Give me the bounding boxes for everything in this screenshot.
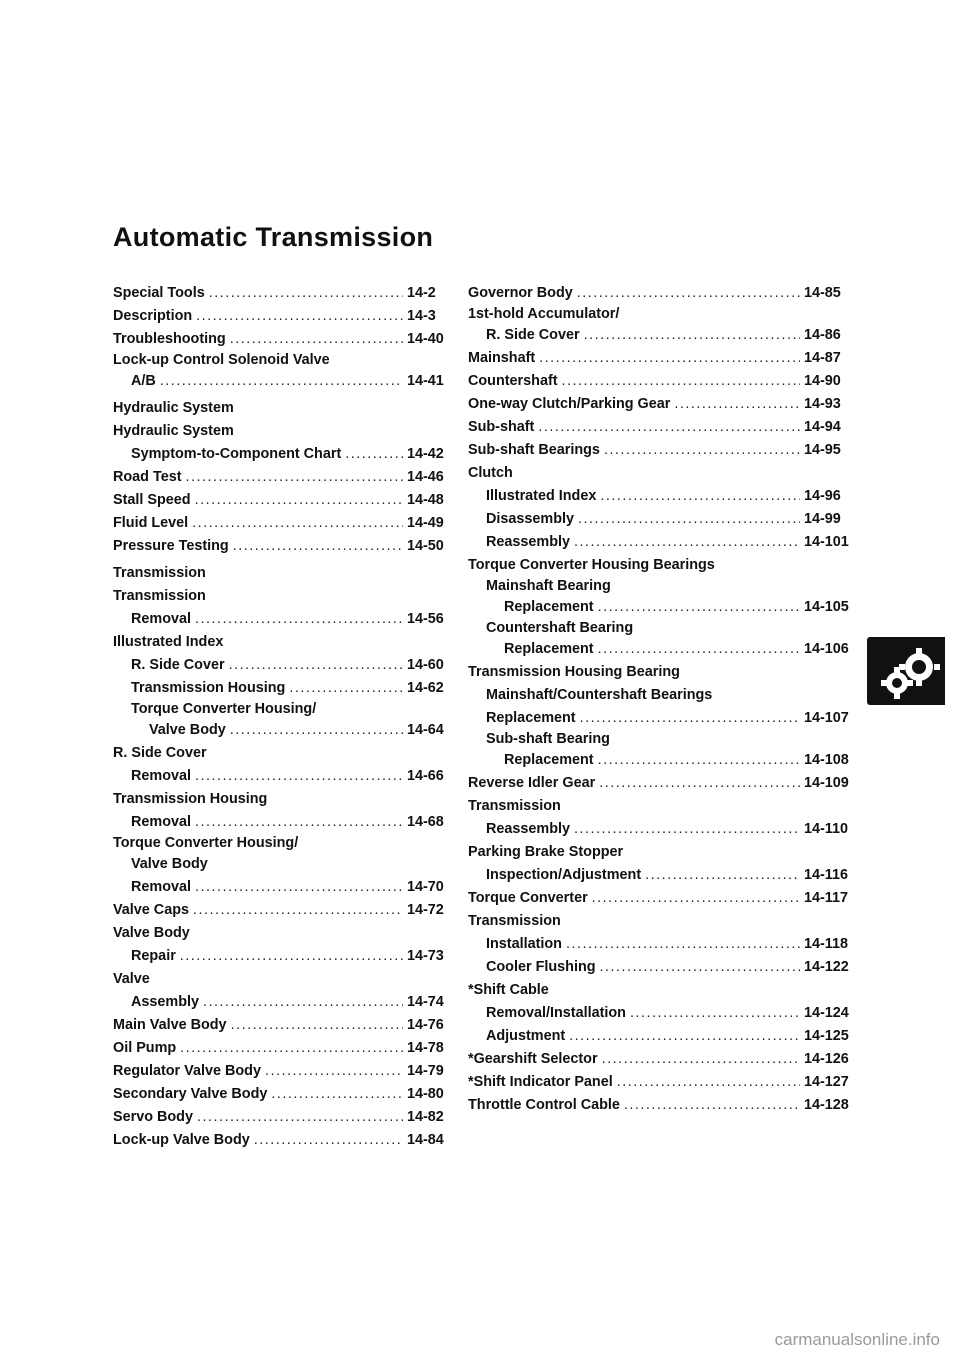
toc-entry-label: Countershaft [468, 373, 558, 389]
dot-leader [602, 1048, 800, 1071]
toc-entry [113, 899, 457, 922]
toc-entry [113, 654, 457, 677]
toc-page-number: 14-117 [804, 890, 849, 906]
toc-entry [468, 554, 854, 577]
dot-leader [617, 1071, 800, 1094]
toc-entry-label: Transmission [113, 565, 206, 581]
toc-page-number: 14-110 [804, 821, 849, 837]
toc-entry-label: Reverse Idler Gear [468, 775, 596, 791]
toc-page-number: 14-109 [804, 775, 849, 791]
toc-entry [468, 841, 854, 864]
toc-entry-label: Torque Converter Housing Bearings [468, 557, 715, 573]
dot-leader [578, 508, 800, 531]
toc-entry [468, 416, 854, 439]
toc-entry [468, 508, 854, 531]
toc-entry-label: Fluid Level [113, 515, 189, 531]
toc-entry [113, 811, 457, 834]
toc-entry-label: Removal/Installation [486, 1005, 626, 1021]
dot-leader [230, 328, 403, 351]
toc-entry [113, 834, 457, 876]
page-title: Automatic Transmission [113, 222, 434, 252]
toc-page-number: 14-116 [804, 867, 849, 883]
dot-leader [180, 945, 403, 968]
toc-page-number: 14-96 [804, 488, 841, 504]
toc-entry-label: Troubleshooting [113, 331, 226, 347]
dot-leader [265, 1060, 403, 1083]
toc-entry-label: Disassembly [486, 511, 574, 527]
toc-entry [468, 577, 854, 619]
toc-entry-label: Illustrated Index [113, 634, 224, 650]
dot-leader [209, 282, 403, 305]
footer-watermark: carmanualsonline.info [774, 1330, 940, 1349]
toc-entry [468, 795, 854, 818]
toc-entry [468, 1094, 854, 1117]
toc-page-number: 14-40 [407, 331, 444, 347]
dot-leader [562, 370, 800, 393]
toc-entry [113, 700, 457, 742]
toc-page-number: 14-93 [804, 396, 841, 412]
toc-entry [113, 512, 457, 535]
toc-page-number: 14-49 [407, 515, 444, 531]
toc-entry-label: Description [113, 308, 193, 324]
toc-page-number: 14-56 [407, 611, 444, 627]
toc-entry-label: Transmission Housing Bearing [468, 664, 680, 680]
toc-entry [468, 439, 854, 462]
toc-entry-label: Mainshaft Bearing [486, 578, 611, 594]
dot-leader [598, 638, 800, 661]
toc-entry-label: Repair [131, 948, 176, 964]
toc-entry [113, 397, 457, 420]
toc-page-number: 14-74 [407, 994, 444, 1010]
dot-leader [598, 749, 800, 772]
toc-entry [468, 910, 854, 933]
toc-entry-label: Valve Body [113, 925, 190, 941]
toc-page-number: 14-118 [804, 936, 849, 952]
toc-entry-label: Inspection/Adjustment [486, 867, 642, 883]
toc-page-number: 14-126 [804, 1051, 849, 1067]
dot-leader [630, 1002, 800, 1025]
toc-entry [113, 466, 457, 489]
toc-page-number: 14-106 [804, 641, 849, 657]
toc-entry [468, 1071, 854, 1094]
toc-page-number: 14-79 [407, 1063, 444, 1079]
toc-entry-label: Illustrated Index [486, 488, 597, 504]
toc-entry-label-cont: A/B [131, 373, 156, 389]
toc-entry [113, 608, 457, 631]
toc-page-number: 14-73 [407, 948, 444, 964]
toc-entry-label: Clutch [468, 465, 513, 481]
dot-leader [574, 818, 800, 841]
toc-page-number: 14-95 [804, 442, 841, 458]
toc-entry [113, 282, 457, 305]
toc-entry-label: Regulator Valve Body [113, 1063, 261, 1079]
toc-entry [468, 282, 854, 305]
toc-entry-label: Hydraulic System [113, 423, 234, 439]
dot-leader [196, 305, 403, 328]
toc-entry [113, 1083, 457, 1106]
toc-entry [468, 864, 854, 887]
toc-page-number: 14-87 [804, 350, 841, 366]
toc-page-number: 14-48 [407, 492, 444, 508]
toc-entry-label: Valve [113, 971, 150, 987]
dot-leader [674, 393, 800, 416]
toc-entry-label: Throttle Control Cable [468, 1097, 620, 1113]
toc-entry [113, 562, 457, 585]
toc-entry-label: Torque Converter Housing/ [113, 835, 299, 851]
dot-leader [577, 282, 800, 305]
toc-entry-label: R. Side Cover [113, 745, 207, 761]
dot-leader [233, 535, 403, 558]
toc-entry [113, 1014, 457, 1037]
gear-icon [867, 637, 945, 705]
toc-page-number: 14-85 [804, 285, 841, 301]
toc-entry-label: *Gearshift Selector [468, 1051, 598, 1067]
toc-entry-label: Removal [131, 611, 191, 627]
toc-page-number: 14-41 [407, 373, 444, 389]
toc-page-number: 14-122 [804, 959, 849, 975]
toc-page-number: 14-46 [407, 469, 444, 485]
toc-entry [468, 370, 854, 393]
toc-entry [468, 707, 854, 730]
toc-entry [113, 489, 457, 512]
dot-leader [598, 596, 800, 619]
dot-leader [229, 654, 403, 677]
toc-page-number: 14-2 [407, 285, 436, 301]
toc-entry-label: Special Tools [113, 285, 205, 301]
dot-leader [195, 765, 403, 788]
toc-entry-label: Transmission [113, 588, 206, 604]
dot-leader [231, 1014, 403, 1037]
toc-entry [113, 765, 457, 788]
toc-page-number: 14-84 [407, 1132, 444, 1148]
toc-entry-label: Parking Brake Stopper [468, 844, 624, 860]
toc-entry-label: Removal [131, 768, 191, 784]
toc-page-number: 14-42 [407, 446, 444, 462]
toc-entry-label: Mainshaft/Countershaft Bearings [486, 687, 713, 703]
toc-page-number: 14-107 [804, 710, 849, 726]
toc-page-number: 14-50 [407, 538, 444, 554]
toc-entry-label: Removal [131, 879, 191, 895]
dot-leader [193, 899, 403, 922]
toc-entry-label: Torque Converter Housing/ [131, 701, 317, 717]
dot-leader [195, 876, 403, 899]
dot-leader [195, 489, 403, 512]
toc-entry-label: One-way Clutch/Parking Gear [468, 396, 671, 412]
toc-entry [113, 1129, 457, 1152]
dot-leader [289, 677, 403, 700]
toc-entry [468, 531, 854, 554]
dot-leader [203, 991, 403, 1014]
toc-page-number: 14-66 [407, 768, 444, 784]
toc-page-number: 14-94 [804, 419, 841, 435]
toc-entry-label: Sub-shaft Bearings [468, 442, 600, 458]
toc-entry [113, 922, 457, 945]
toc-entry-label: *Shift Indicator Panel [468, 1074, 613, 1090]
toc-entry-label: Reassembly [486, 534, 570, 550]
toc-entry [113, 443, 457, 466]
dot-leader [186, 466, 404, 489]
toc-page-number: 14-105 [804, 599, 849, 615]
dot-leader [584, 324, 800, 347]
toc-entry [468, 887, 854, 910]
dot-leader [271, 1083, 403, 1106]
toc-page-number: 14-64 [407, 722, 444, 738]
toc-page-number: 14-82 [407, 1109, 444, 1125]
toc-entry [468, 933, 854, 956]
toc-column-right [468, 282, 854, 1117]
toc-entry [113, 968, 457, 991]
toc-entry [113, 876, 457, 899]
dot-leader [539, 347, 800, 370]
toc-entry-label: Sub-shaft Bearing [486, 731, 610, 747]
dot-leader [580, 707, 800, 730]
toc-column-left [113, 282, 457, 1152]
toc-entry-label-cont: Replacement [504, 641, 594, 657]
toc-entry-label: Torque Converter [468, 890, 588, 906]
toc-entry-label: Hydraulic System [113, 400, 234, 416]
toc-page-number: 14-125 [804, 1028, 849, 1044]
toc-entry [468, 661, 854, 684]
toc-entry [468, 818, 854, 841]
dot-leader [195, 608, 403, 631]
dot-leader [645, 864, 800, 887]
toc-entry-label: Symptom-to-Component Chart [131, 446, 342, 462]
toc-entry-label: Road Test [113, 469, 182, 485]
toc-page-number: 14-86 [804, 327, 841, 343]
toc-entry [113, 1060, 457, 1083]
toc-entry-label: Cooler Flushing [486, 959, 596, 975]
toc-entry [468, 305, 854, 347]
toc-page-number: 14-99 [804, 511, 841, 527]
toc-entry-label: Stall Speed [113, 492, 191, 508]
dot-leader [197, 1106, 403, 1129]
toc-page-number: 14-124 [804, 1005, 849, 1021]
toc-entry [113, 305, 457, 328]
toc-entry [468, 1025, 854, 1048]
toc-entry [468, 684, 854, 707]
toc-entry [468, 730, 854, 772]
dot-leader [592, 887, 800, 910]
toc-entry [113, 677, 457, 700]
dot-leader [566, 933, 800, 956]
toc-entry-label-cont: R. Side Cover [486, 327, 580, 343]
toc-entry-label: Transmission Housing [113, 791, 268, 807]
toc-entry [113, 631, 457, 654]
toc-entry [468, 979, 854, 1002]
toc-entry [113, 1106, 457, 1129]
toc-entry-label: Adjustment [486, 1028, 566, 1044]
toc-entry-label: Transmission [468, 913, 561, 929]
dot-leader [192, 512, 403, 535]
toc-entry [113, 742, 457, 765]
toc-page-number: 14-70 [407, 879, 444, 895]
toc-page-number: 14-80 [407, 1086, 444, 1102]
toc-entry [468, 1048, 854, 1071]
toc-entry [113, 1037, 457, 1060]
toc-page-number: 14-60 [407, 657, 444, 673]
toc-entry-label: Servo Body [113, 1109, 193, 1125]
dot-leader [624, 1094, 800, 1117]
toc-entry-label: Governor Body [468, 285, 573, 301]
toc-entry-label: Oil Pump [113, 1040, 177, 1056]
toc-entry-label: Valve Caps [113, 902, 190, 918]
toc-entry-label-cont: Valve Body [131, 856, 208, 872]
toc-page-number: 14-62 [407, 680, 444, 696]
toc-page-number: 14-127 [804, 1074, 849, 1090]
toc-entry-label: Removal [131, 814, 191, 830]
toc-page-number: 14-68 [407, 814, 444, 830]
section-tab [867, 637, 945, 705]
toc-entry [468, 347, 854, 370]
dot-leader [230, 719, 403, 742]
toc-entry-label: Transmission Housing [131, 680, 286, 696]
toc-entry [113, 535, 457, 558]
toc-entry-label: R. Side Cover [131, 657, 225, 673]
dot-leader [180, 1037, 403, 1060]
toc-entry-label: Reassembly [486, 821, 570, 837]
toc-entry-label: Installation [486, 936, 562, 952]
dot-leader [599, 772, 800, 795]
toc-page-number: 14-90 [804, 373, 841, 389]
toc-entry-label: Lock-up Valve Body [113, 1132, 250, 1148]
dot-leader [254, 1129, 403, 1152]
toc-page-number: 14-72 [407, 902, 444, 918]
toc-page-number: 14-76 [407, 1017, 444, 1033]
toc-page-number: 14-101 [804, 534, 849, 550]
toc-entry [468, 1002, 854, 1025]
toc-entry-label: Lock-up Control Solenoid Valve [113, 352, 330, 368]
toc-entry-label: Mainshaft [468, 350, 536, 366]
toc-page-number: 14-3 [407, 308, 436, 324]
toc-entry [468, 772, 854, 795]
toc-entry-label: Countershaft Bearing [486, 620, 634, 636]
dot-leader [569, 1025, 800, 1048]
dot-leader [538, 416, 800, 439]
toc-entry-label-cont: Replacement [504, 752, 594, 768]
toc-entry [113, 945, 457, 968]
toc-entry-label: 1st-hold Accumulator/ [468, 306, 620, 322]
dot-leader [604, 439, 800, 462]
toc-entry [113, 328, 457, 351]
toc-entry-label-cont: Replacement [504, 599, 594, 615]
dot-leader [600, 956, 800, 979]
dot-leader [600, 485, 800, 508]
toc-entry [113, 788, 457, 811]
dot-leader [345, 443, 403, 466]
toc-entry [113, 991, 457, 1014]
toc-page-number: 14-108 [804, 752, 849, 768]
toc-entry-label: Sub-shaft [468, 419, 535, 435]
toc-entry [468, 956, 854, 979]
dot-leader [574, 531, 800, 554]
dot-leader [195, 811, 403, 834]
toc-page-number: 14-128 [804, 1097, 849, 1113]
toc-entry-label: *Shift Cable [468, 982, 549, 998]
toc-entry-label: Main Valve Body [113, 1017, 227, 1033]
toc-entry [468, 485, 854, 508]
toc-entry-label: Transmission [468, 798, 561, 814]
toc-entry [113, 585, 457, 608]
toc-entry-label: Secondary Valve Body [113, 1086, 268, 1102]
toc-page-number: 14-78 [407, 1040, 444, 1056]
toc-entry-label-cont: Valve Body [149, 722, 226, 738]
toc-entry [468, 619, 854, 661]
dot-leader [160, 370, 403, 393]
toc-entry-label: Assembly [131, 994, 199, 1010]
toc-entry [113, 351, 457, 393]
toc-entry-label: Pressure Testing [113, 538, 229, 554]
toc-entry [468, 462, 854, 485]
toc-entry [468, 393, 854, 416]
toc-entry [113, 420, 457, 443]
toc-entry-label: Replacement [486, 710, 576, 726]
